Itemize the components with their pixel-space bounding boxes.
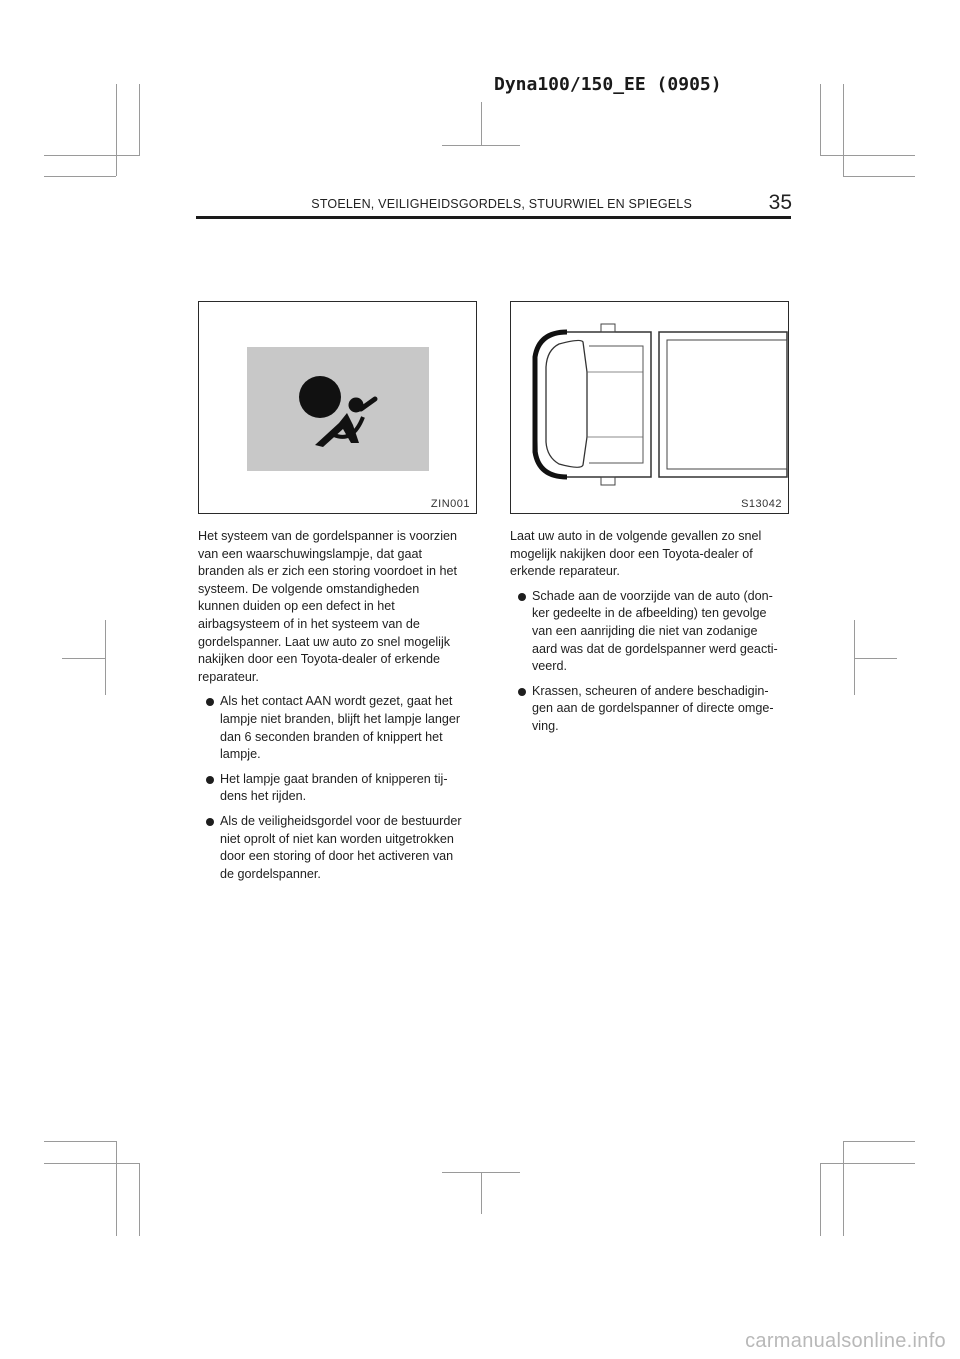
header-rule bbox=[196, 216, 791, 219]
figure-code: ZIN001 bbox=[430, 498, 470, 510]
list-item: Schade aan de voorzijde van de auto (don- ker gedeelte in de afbeelding) ten gevolge van een aanrijding die niet van zodanige aard was dat de gordelspanner werd geacti- veerd. bbox=[510, 588, 795, 676]
right-text-column bbox=[510, 528, 795, 736]
figure-vehicle-top-view bbox=[510, 301, 789, 514]
intro-paragraph: Het systeem van de gordelspanner is voorzien van een waarschuwingslampje, dat gaat branden als er zich een storing voordoet in het systeem. De volgende omstandigheden kunnen duiden op een defect in het airbagsysteem of in het systeem van de gordelspanner. Laat uw auto zo snel mogelijk nakijken door een Toyota-dealer of erkende reparateur. bbox=[198, 529, 458, 684]
page-number: 35 bbox=[768, 191, 792, 214]
intro-paragraph: Laat uw auto in de volgende gevallen zo snel mogelijk nakijken door een Toyota-dealer of erkende reparateur. bbox=[510, 529, 762, 579]
left-text-column bbox=[198, 528, 483, 883]
watermark: carmanualsonline.info bbox=[745, 1330, 946, 1352]
list-item: Als het contact AAN wordt gezet, gaat het lampje niet branden, blijft het lampje langer dan 6 seconden branden of knippert het lampje. bbox=[198, 693, 483, 763]
list-item: Het lampje gaat branden of knipperen tij- dens het rijden. bbox=[198, 771, 483, 806]
bullet-icon bbox=[518, 688, 526, 696]
figure-airbag-warning bbox=[198, 301, 477, 514]
list-item: Krassen, scheuren of andere beschadigin- gen aan de gordelspanner of directe omge- ving. bbox=[510, 683, 795, 736]
section-title: STOELEN, VEILIGHEIDSGORDELS, STUURWIEL EN SPIEGELS bbox=[311, 197, 692, 211]
airbag-warning-icon bbox=[247, 347, 429, 471]
bullet-icon bbox=[206, 698, 214, 706]
bullet-icon bbox=[518, 593, 526, 601]
figure-code: S13042 bbox=[741, 498, 782, 510]
bullet-icon bbox=[206, 776, 214, 784]
list-item: Als de veiligheidsgordel voor de bestuurder niet oprolt of niet kan worden uitgetrokken door een storing of door het activeren van de gordelspanner. bbox=[198, 813, 483, 883]
document-code: Dyna100/150_EE (0905) bbox=[494, 74, 722, 95]
vehicle-top-view-diagram bbox=[511, 302, 788, 492]
warning-panel bbox=[247, 347, 429, 471]
bullet-icon bbox=[206, 818, 214, 826]
